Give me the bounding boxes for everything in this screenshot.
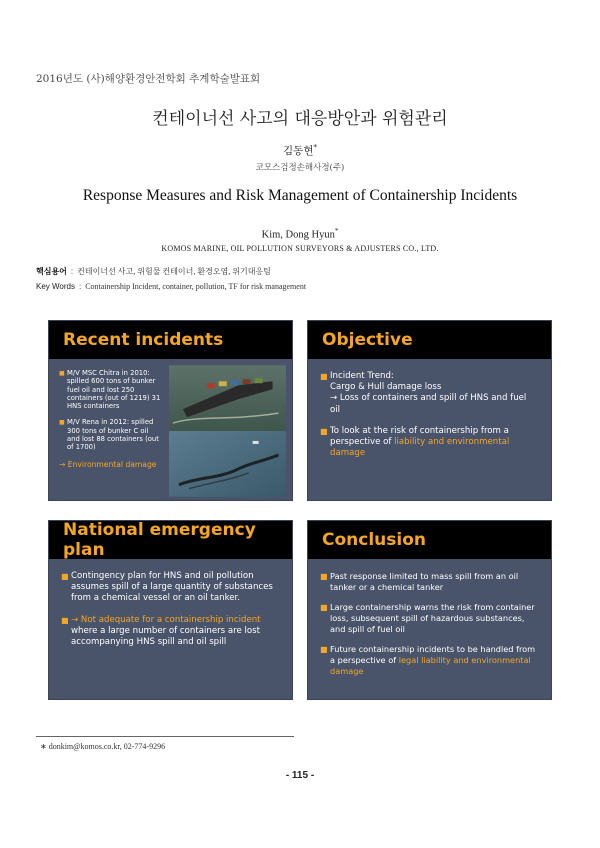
keywords-ko-label: 핵심용어 [36, 267, 67, 276]
author-name-en: Kim, Dong Hyun [261, 229, 335, 241]
author-name: 김동현 [283, 145, 314, 157]
footnote-divider [36, 736, 294, 737]
author-english [0, 227, 600, 241]
affiliation-english: KOMOS MARINE, OIL POLLUTION SURVEYORS & ADJUSTERS CO., LTD. [161, 244, 439, 253]
affiliation-korean: 코모스검정손해사정(주) [255, 163, 345, 173]
keywords-en-value: Containership Incident, container, pollution, TF for risk management [85, 282, 307, 291]
keywords-ko-value: 컨테이너선 사고, 위험물 컨테이너, 환경오염, 위기대응팀 [77, 267, 271, 276]
national-emergency-plan-title: National emergency plan [49, 521, 292, 559]
contingency-plan-text: Contingency plan for HNS and oil pollution assumes spill of a large quantity of substances from a chemical vessel or an oil tanker. [71, 571, 273, 604]
bullet-icon: ■ [61, 615, 69, 625]
list-item [320, 371, 539, 416]
ship-incident-photo [169, 365, 286, 497]
recent-incidents-body [49, 359, 292, 497]
not-adequate-text [71, 615, 280, 649]
conclusion-title: Conclusion [308, 521, 551, 559]
conclusion-item-3-plain: Future containership incidents to be handled from a perspective of [330, 644, 536, 665]
conclusion-item-1: Past response limited to mass spill from an oil tanker or a chemical tanker [330, 571, 519, 592]
list-item [59, 369, 163, 410]
incident-trend-label: Incident Trend: [330, 371, 394, 381]
author-korean [0, 143, 600, 158]
national-emergency-plan-panel [48, 520, 293, 700]
footnote: ∗ donkim@komos.co.kr, 02-774-9296 [40, 742, 166, 751]
not-adequate-highlight: → Not adequate for a containership incident [71, 614, 261, 625]
bullet-icon: ■ [61, 572, 69, 581]
title-korean: 컨테이너선 사고의 대응방안과 위험관리 [152, 109, 448, 129]
objective-title: Objective [308, 321, 551, 359]
bullet-icon: ■ [320, 426, 328, 436]
conclusion-item-3 [330, 644, 539, 676]
recent-incidents-text [59, 369, 163, 497]
objective-highlight: liability and environmental damage [330, 436, 510, 459]
list-item [59, 418, 163, 451]
incident-rena: M/V Rena in 2012: spilled 300 tons of bunker C oil and lost 88 containers (out of 1700) [67, 418, 159, 452]
incident-trend-line3: → Loss of containers and spill of HNS and fuel oil [330, 393, 527, 415]
conclusion-panel [307, 520, 552, 700]
not-adequate-plain: where a large number of containers are lost accompanying HNS spill and oil spill [71, 625, 260, 647]
environmental-damage-note: → Environmental damage [59, 459, 157, 469]
conclusion-item-2: Large containership warns the risk from container loss, subsequent spill of hazardous substances, and spill of fuel oil [330, 602, 535, 634]
recent-incidents-panel [48, 320, 293, 501]
objective-panel [307, 320, 552, 501]
title-english: Response Measures and Risk Management of Containership Incidents [82, 187, 518, 204]
incident-trend [330, 371, 539, 416]
conclusion-item-3-highlight: legal liability and environmental damage [330, 654, 531, 676]
bullet-icon: ■ [320, 645, 328, 655]
author-mark: * [313, 143, 317, 152]
list-item [320, 644, 539, 676]
keywords-en-label: Key Words [36, 282, 75, 291]
page-number: - 115 - [285, 770, 315, 781]
keywords-korean [36, 266, 271, 277]
conclusion-body [308, 559, 551, 676]
bullet-icon: ■ [320, 372, 328, 381]
objective-body [308, 359, 551, 459]
recent-incidents-title: Recent incidents [49, 321, 292, 359]
list-item [61, 571, 280, 605]
list-item [320, 571, 539, 592]
author-mark-en: * [334, 227, 339, 235]
incident-msc-chitra: M/V MSC Chitra in 2010: spilled 600 tons of bunker fuel oil and lost 250 containers (out of 1219) 31 HNS containers [67, 369, 161, 411]
objective-plain: To look at the risk of containership from a perspective of [330, 425, 509, 447]
incident-trend-line2: Cargo & Hull damage loss [330, 382, 442, 393]
bullet-icon: ■ [59, 370, 65, 377]
list-item [320, 426, 539, 460]
objective-statement [330, 426, 539, 460]
bullet-icon: ■ [320, 603, 328, 613]
keywords-separator: : [70, 267, 74, 276]
bullet-icon: ■ [59, 419, 65, 427]
bullet-icon: ■ [320, 572, 328, 581]
list-item [61, 615, 280, 649]
national-emergency-plan-body [49, 559, 292, 648]
keywords-english [36, 282, 306, 291]
conference-name: 2016년도 (사)해양환경안전학회 추계학술발표회 [36, 73, 261, 85]
list-item [320, 602, 539, 634]
keywords-separator: : [78, 282, 82, 291]
